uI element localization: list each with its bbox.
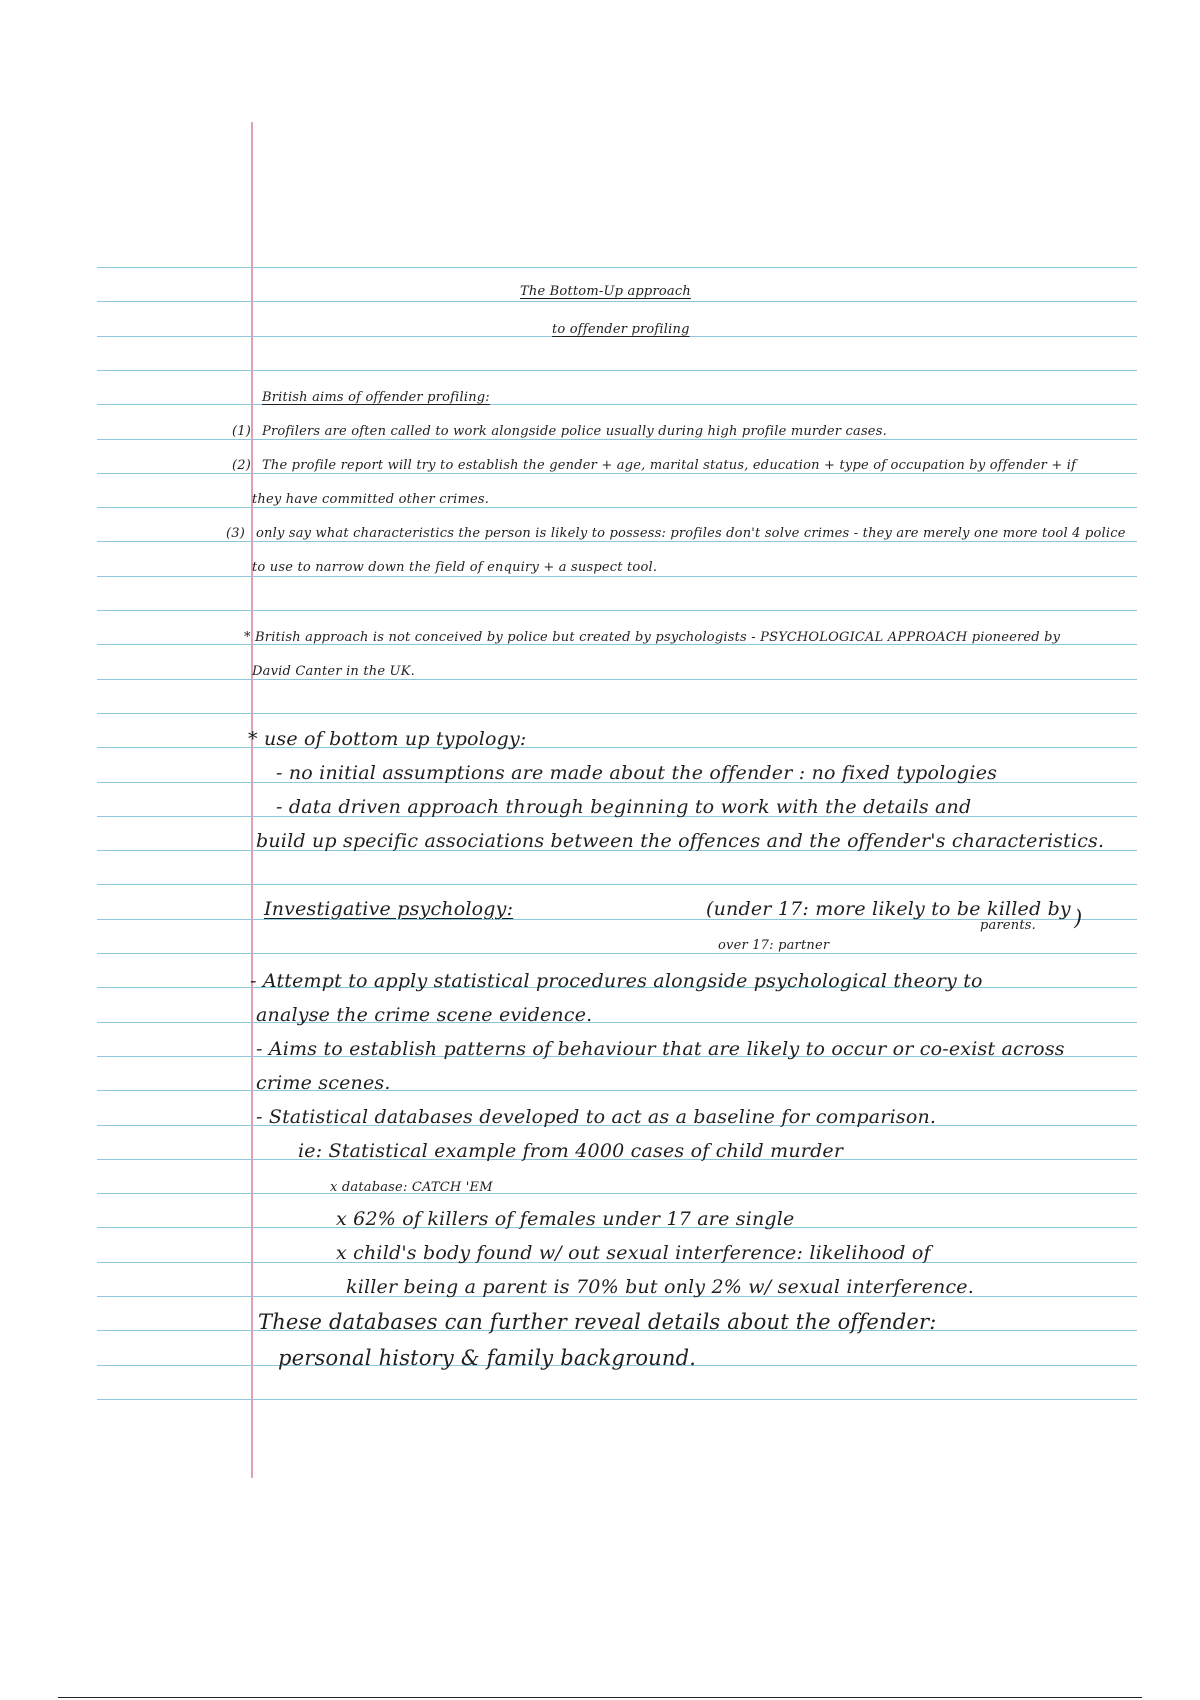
british-approach-line-1: * British approach is not conceived by police but created by psychologists - PSYCHOLOGICAL APPROACH pioneered by	[244, 630, 1061, 645]
investigative-line: ie: Statistical example from 4000 cases of child murder	[298, 1140, 844, 1162]
ruled-line	[97, 953, 1137, 954]
investigative-line: - Aims to establish patterns of behaviour that are likely to occur or co-exist across	[256, 1038, 1065, 1060]
ruled-line	[97, 1399, 1137, 1400]
side-note-line-2: parents.	[980, 918, 1036, 933]
investigative-line: personal history & family background.	[278, 1346, 697, 1370]
ruled-line	[97, 576, 1137, 577]
ruled-line	[97, 1022, 1137, 1023]
ruled-line	[97, 404, 1137, 405]
side-note-bracket: )	[1074, 906, 1083, 930]
aims-item-text: Profilers are often called to work alongside police usually during high profile murder cases.	[262, 424, 887, 439]
ruled-line	[97, 370, 1137, 371]
ruled-line	[97, 507, 1137, 508]
aims-item-text: they have committed other crimes.	[252, 492, 490, 507]
investigative-line: - Statistical databases developed to act as a baseline for comparison.	[256, 1106, 937, 1128]
ruled-line	[97, 1090, 1137, 1091]
investigative-line: killer being a parent is 70% but only 2% w/ sexual interference.	[346, 1276, 974, 1298]
side-note-line-1: (under 17: more likely to be killed by	[706, 898, 1071, 920]
aims-item-text: The profile report will try to establish the gender + age, marital status, education + type of occupation by offender + if	[262, 458, 1077, 473]
aims-heading: British aims of offender profiling:	[262, 390, 490, 405]
investigative-heading: Investigative psychology:	[264, 898, 514, 920]
bottom-up-line: - no initial assumptions are made about the offender : no fixed typologies	[276, 762, 998, 784]
ruled-line	[97, 610, 1137, 611]
investigative-line: x database: CATCH 'EM	[330, 1180, 493, 1195]
page-bottom-rule	[58, 1697, 1142, 1698]
investigative-line: x child's body found w/ out sexual interference: likelihood of	[336, 1242, 931, 1264]
title-line-2: to offender profiling	[552, 322, 690, 337]
ruled-line	[97, 1193, 1137, 1194]
bottom-up-line: build up specific associations between the offences and the offender's characteristics.	[256, 830, 1105, 852]
ruled-line	[97, 267, 1137, 268]
ruled-line	[97, 541, 1137, 542]
bottom-up-line: - data driven approach through beginning to work with the details and	[276, 796, 972, 818]
aims-item-number: (2)	[232, 458, 252, 473]
investigative-line: These databases can further reveal details about the offender:	[258, 1310, 937, 1334]
british-approach-line-2: David Canter in the UK.	[252, 664, 415, 679]
ruled-line	[97, 301, 1137, 302]
ruled-line	[97, 884, 1137, 885]
aims-item-number: (1)	[232, 424, 252, 439]
title-line-1: The Bottom-Up approach	[520, 284, 691, 299]
investigative-line: analyse the crime scene evidence.	[256, 1004, 593, 1026]
aims-item-text: to use to narrow down the field of enquiry + a suspect tool.	[252, 560, 658, 575]
investigative-line: crime scenes.	[256, 1072, 391, 1094]
investigative-line: x 62% of killers of females under 17 are single	[336, 1208, 795, 1230]
side-note-line-3: over 17: partner	[718, 938, 830, 953]
margin-line	[251, 122, 253, 1478]
investigative-line: - Attempt to apply statistical procedures alongside psychological theory to	[250, 970, 983, 992]
aims-item-text: only say what characteristics the person is likely to possess: profiles don't solve crimes - they are merely one more tool 4 police	[256, 526, 1126, 541]
aims-item-number: (3)	[226, 526, 246, 541]
ruled-line	[97, 713, 1137, 714]
bottom-up-heading: * use of bottom up typology:	[248, 728, 527, 750]
